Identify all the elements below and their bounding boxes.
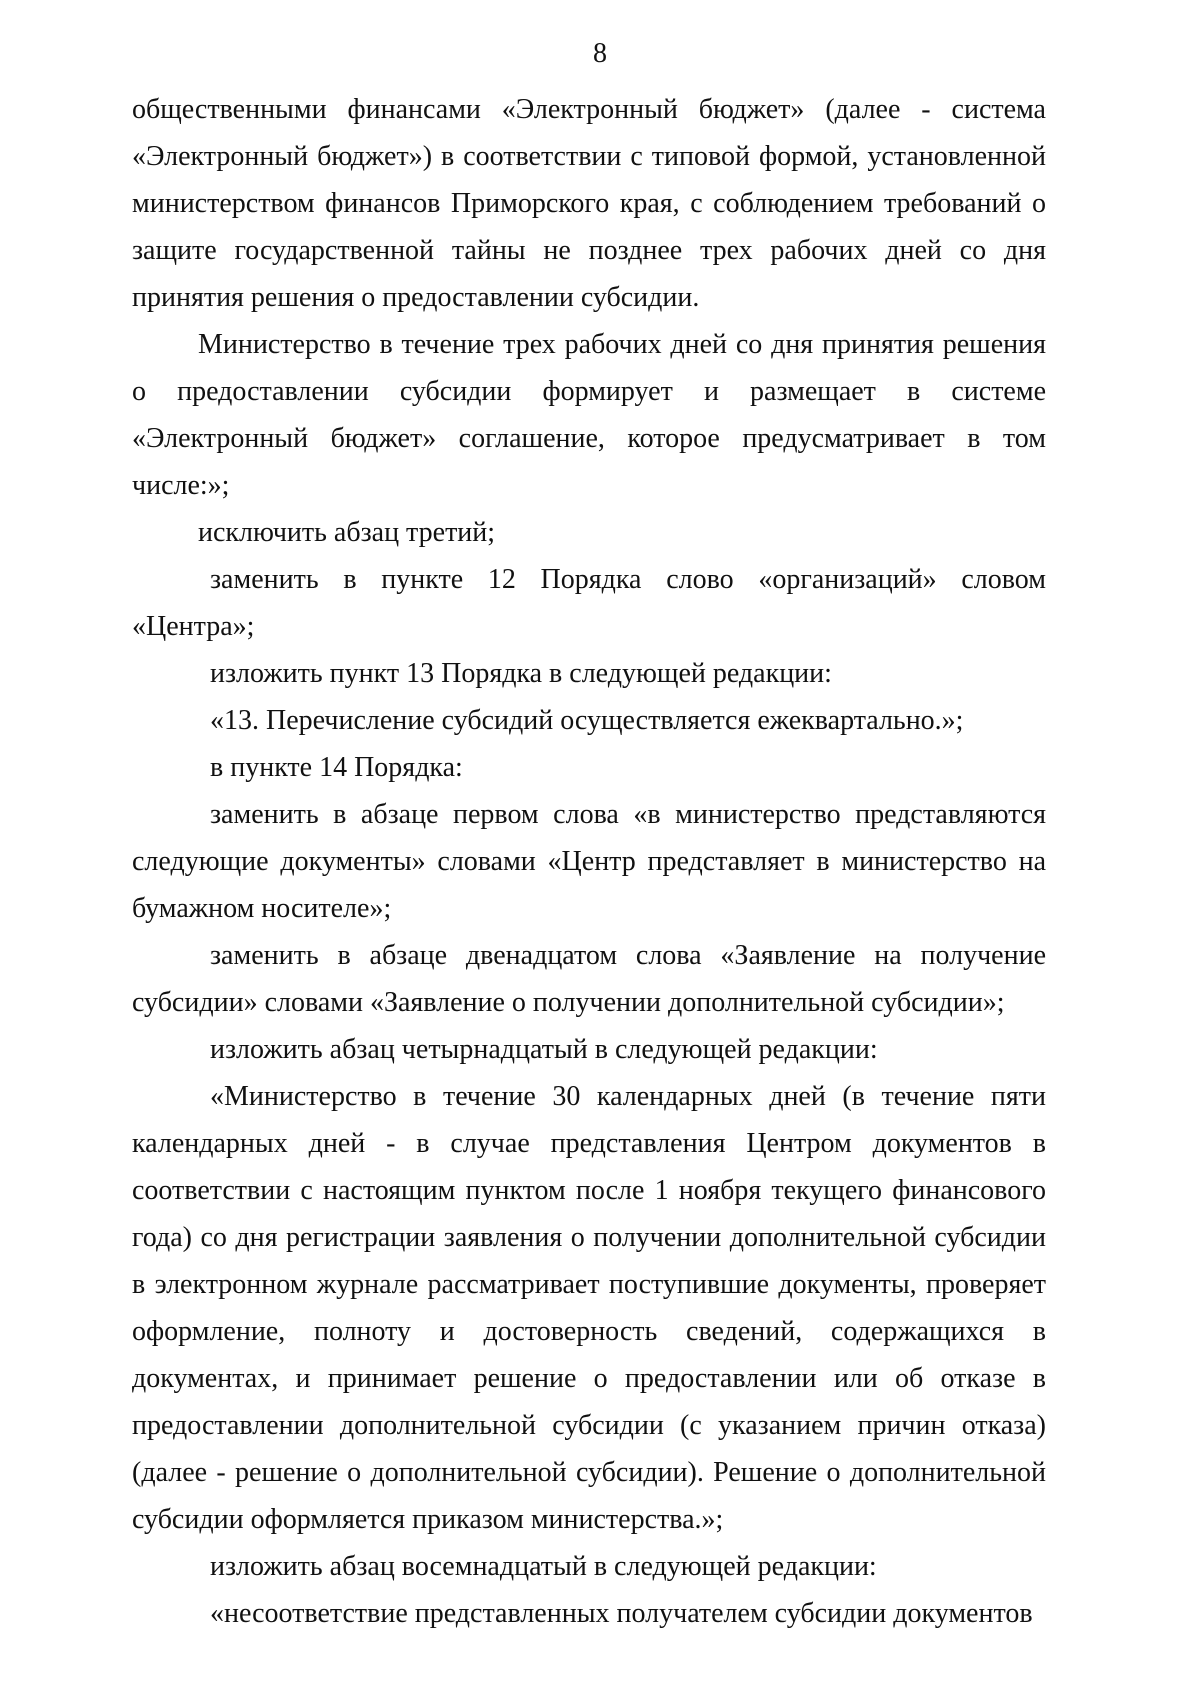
paragraph-6: «13. Перечисление субсидий осуществляется ежеквартально.»;	[210, 705, 964, 736]
document-body	[132, 86, 1046, 1637]
paragraph-9: заменить в абзаце двенадцатом слова «Заявление на получение субсидии» словами «Заявление о получении дополнительной субсидии»;	[132, 940, 1046, 1018]
paragraph-10: изложить абзац четырнадцатый в следующей редакции:	[210, 1034, 878, 1065]
paragraph-5: изложить пункт 13 Порядка в следующей редакции:	[210, 658, 832, 689]
paragraph-2: Министерство в течение трех рабочих дней со дня принятия решения о предоставлении субсидии формирует и размещает в системе «Электронный бюджет» соглашение, которое предусматривает в том числе:»;	[132, 329, 1046, 501]
paragraph-4: заменить в пункте 12 Порядка слово «организаций» словом «Центра»;	[132, 564, 1046, 642]
paragraph-3: исключить абзац третий;	[198, 517, 496, 548]
paragraph-13: «несоответствие представленных получателем субсидии документов	[210, 1598, 1033, 1629]
page-number: 8	[593, 38, 607, 69]
paragraph-11: «Министерство в течение 30 календарных дней (в течение пяти календарных дней - в случае представления Центром документов в соответствии с настоящим пунктом после 1 ноября текущего финансового года) со дня регистрации заявления о получении дополнительной субсидии в электронном журнале рассматривает поступившие документы, проверяет оформление, полноту и достоверность сведений, содержащихся в документах, и принимает решение о предоставлении или об отказе в предоставлении дополнительной субсидии (с указанием причин отказа) (далее - решение о дополнительной субсидии). Решение о дополнительной субсидии оформляется приказом министерства.»;	[132, 1081, 1046, 1535]
paragraph-8: заменить в абзаце первом слова «в министерство представляются следующие документы» словами «Центр представляет в министерство на бумажном носителе»;	[132, 799, 1046, 924]
paragraph-1: общественными финансами «Электронный бюджет» (далее - система «Электронный бюджет») в соответствии с типовой формой, установленной министерством финансов Приморского края, с соблюдением требований о защите государственной тайны не позднее трех рабочих дней со дня принятия решения о предоставлении субсидии.	[132, 94, 1046, 313]
paragraph-7: в пункте 14 Порядка:	[210, 752, 463, 783]
paragraph-12: изложить абзац восемнадцатый в следующей редакции:	[210, 1551, 877, 1582]
